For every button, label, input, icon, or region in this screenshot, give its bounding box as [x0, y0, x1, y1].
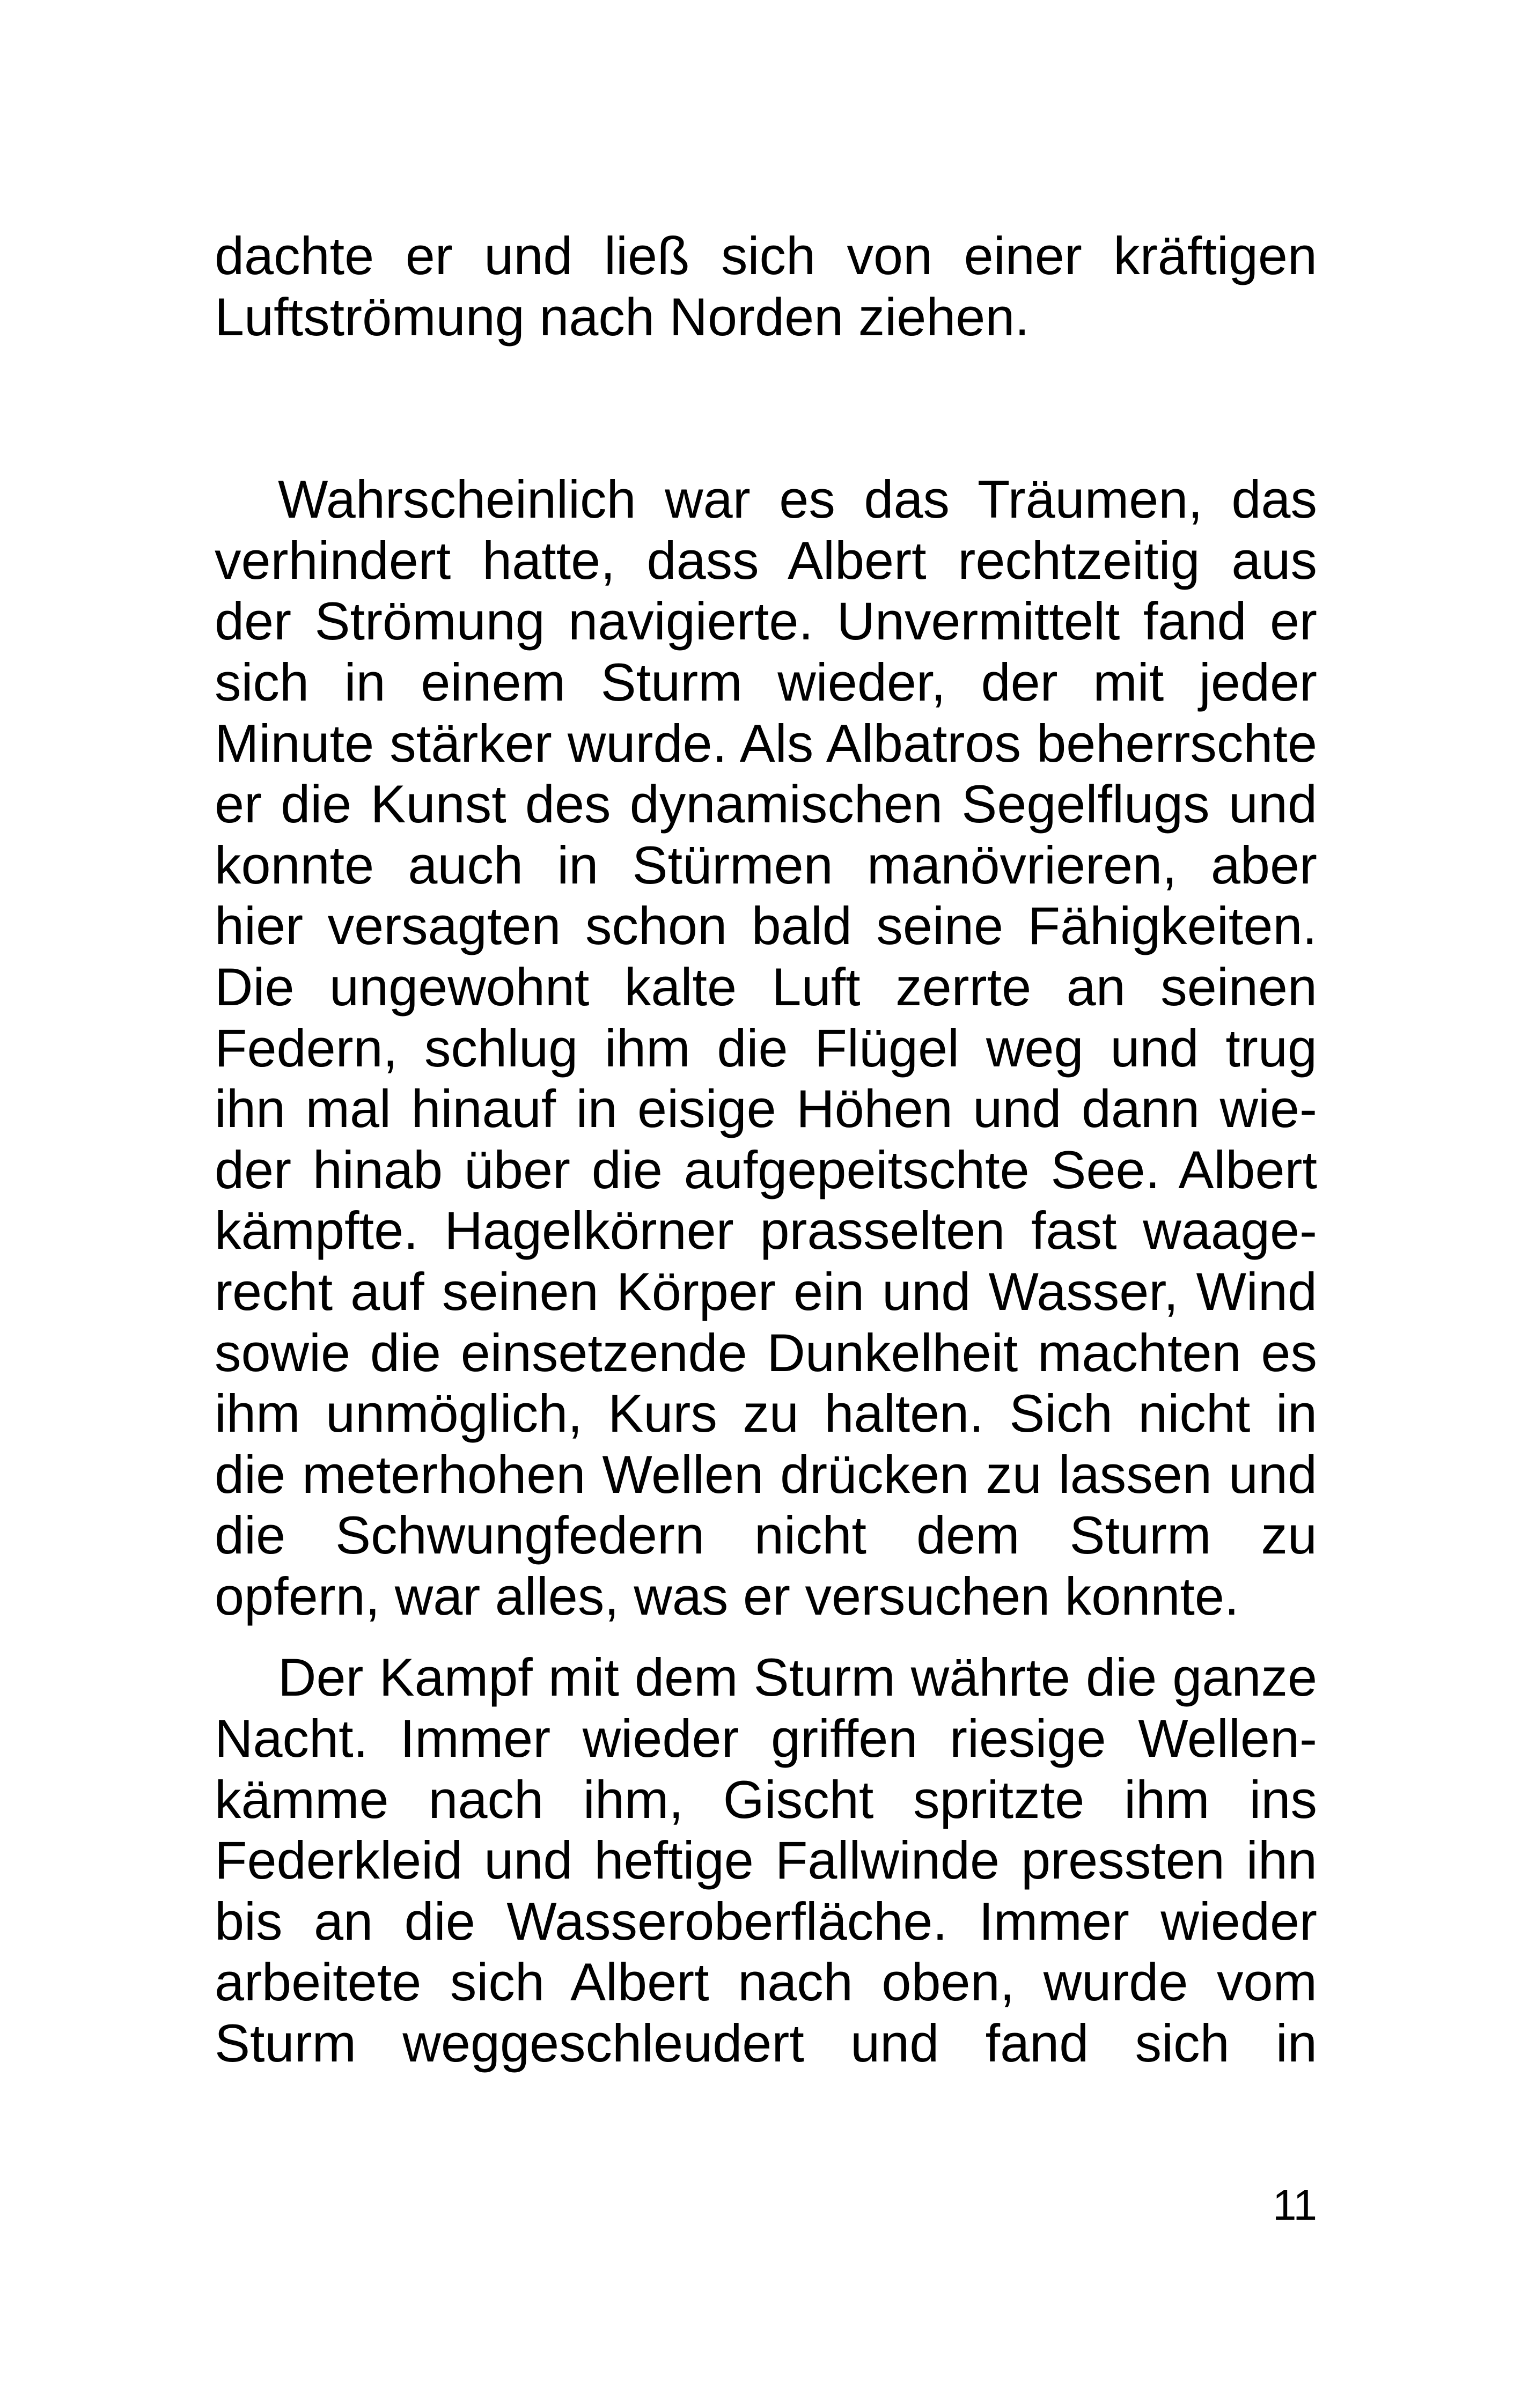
text-line: er die Kunst des dynamischen Segelflugs und	[215, 774, 1317, 834]
text-line: kämpfte. Hagelkörner prasselten fast waage-	[215, 1201, 1317, 1261]
text-line: verhindert hatte, dass Albert rechtzeitig aus	[215, 530, 1317, 590]
text-line: arbeitete sich Albert nach oben, wurde vom	[215, 1952, 1317, 2012]
text-line: Luftströmung nach Norden ziehen.	[215, 286, 1030, 347]
text-line: der Strömung navigierte. Unvermittelt fand er	[215, 591, 1317, 651]
text-line: bis an die Wasseroberfläche. Immer wieder	[215, 1891, 1317, 1951]
text-line: recht auf seinen Körper ein und Wasser, Wind	[215, 1261, 1317, 1321]
paragraph-3	[215, 1647, 1317, 2073]
text-line: Nacht. Immer wieder griffen riesige Wellen-	[215, 1709, 1317, 1769]
text-line: ihm unmöglich, Kurs zu halten. Sich nicht in	[215, 1383, 1317, 1444]
text-line: kämme nach ihm, Gischt spritzte ihm ins	[215, 1769, 1317, 1829]
text-line: Federkleid und heftige Fallwinde pressten ihn	[215, 1830, 1317, 1890]
paragraph-1	[215, 225, 1317, 347]
page-body	[215, 225, 1317, 2074]
text-line: ihn mal hinauf in eisige Höhen und dann wie-	[215, 1079, 1317, 1139]
text-line: Wahrscheinlich war es das Träumen, das	[278, 469, 1317, 529]
text-line: die meterhohen Wellen drücken zu lassen und	[215, 1444, 1317, 1504]
text-line: der hinab über die aufgepeitschte See. Albert	[215, 1139, 1317, 1199]
text-line: die Schwungfedern nicht dem Sturm zu	[215, 1505, 1317, 1565]
text-line: konnte auch in Stürmen manövrieren, aber	[215, 835, 1317, 895]
text-line: Der Kampf mit dem Sturm währte die ganze	[278, 1647, 1317, 1707]
text-line: hier versagten schon bald seine Fähigkeiten.	[215, 896, 1317, 956]
paragraph-2	[215, 469, 1317, 1626]
text-line: dachte er und ließ sich von einer kräftigen	[215, 226, 1317, 285]
text-line: Minute stärker wurde. Als Albatros beherrschte	[215, 713, 1317, 773]
page-number: 11	[1272, 2181, 1317, 2229]
text-line: opfern, war alles, was er versuchen konnte.	[215, 1566, 1239, 1626]
text-line: sich in einem Sturm wieder, der mit jeder	[215, 652, 1317, 712]
text-line: Federn, schlug ihm die Flügel weg und trug	[215, 1018, 1317, 1078]
text-line: sowie die einsetzende Dunkelheit machten es	[215, 1322, 1317, 1382]
text-line: Sturm weggeschleudert und fand sich in	[215, 2013, 1317, 2073]
text-line: Die ungewohnt kalte Luft zerrte an seinen	[215, 956, 1317, 1017]
